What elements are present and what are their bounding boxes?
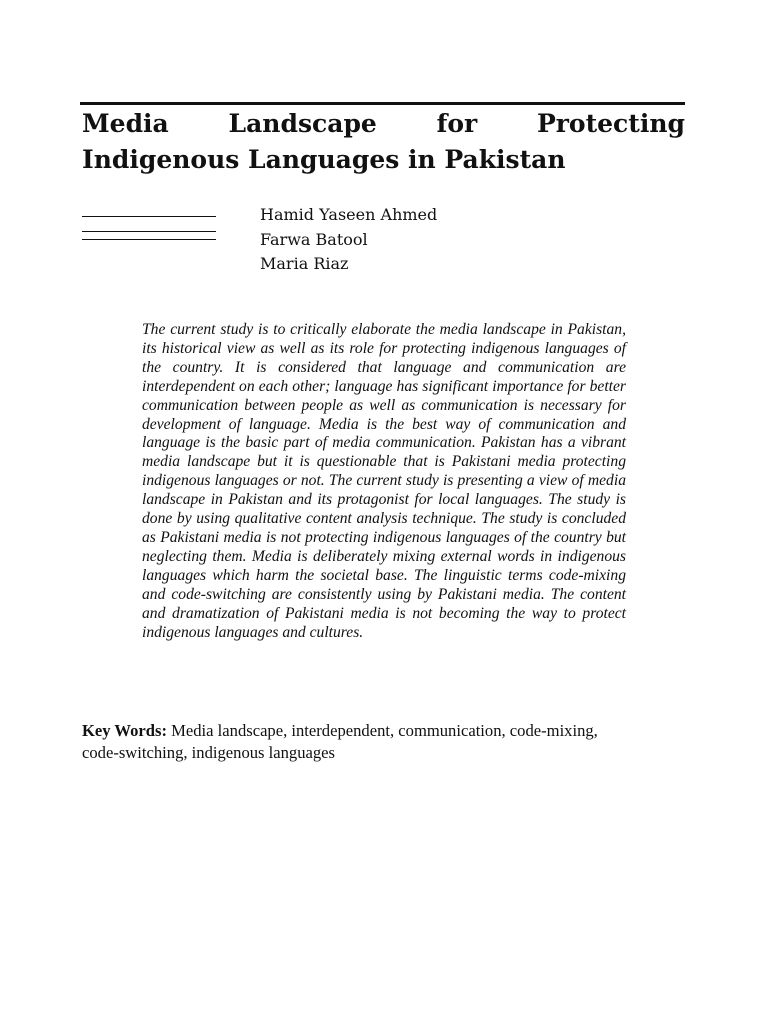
keywords-label: Key Words: [82,721,167,740]
abstract-text: The current study is to critically elaborate the media landscape in Pakistan, its historical view as well as its role for protecting indigenous languages of the country. It is considered that language and communication are interdependent on each other; language has significant importance for better communication between people as well as communication is necessary for development of language. Media is the best way of communication and language is the basic part of media communication. Pakistan has a vibrant media landscape but it is questionable that is Pakistani media protecting indigenous languages or not. The current study is presenting a view of media landscape in Pakistan and its protagonist for local languages. The study is done by using qualitative content analysis technique. The study is concluded as Pakistani media is not protecting indigenous languages of the country but neglecting them. Media is deliberately mixing external words in indigenous languages which harm the societal base. The linguistic terms code-mixing and code-switching are consistently using by Pakistani media. The content and dramatization of Pakistani media is not becoming the way to protect indigenous languages and cultures. [142,321,626,641]
title-word: for [436,109,478,138]
author-name: Maria Riaz [260,254,349,273]
keywords-text: Media landscape, interdependent, communication, code-mixing, code-switching, indigenous languages [82,721,598,762]
author-name: Farwa Batool [260,229,368,249]
top-rule [80,102,685,105]
author-list [260,203,437,277]
title-word: Media [82,109,169,138]
divider-rule [82,239,216,240]
title-line-1 [82,106,685,142]
title-word: Landscape [228,109,377,138]
keywords-paragraph [82,720,628,764]
divider-rule [82,216,216,217]
paper-title [82,106,685,178]
author-name: Hamid Yaseen Ahmed [260,205,438,224]
author-divider-rules [82,216,216,240]
title-word: Protecting [536,109,685,138]
divider-rule [82,231,216,232]
title-line-2: Indigenous Languages in Pakistan [82,145,566,174]
